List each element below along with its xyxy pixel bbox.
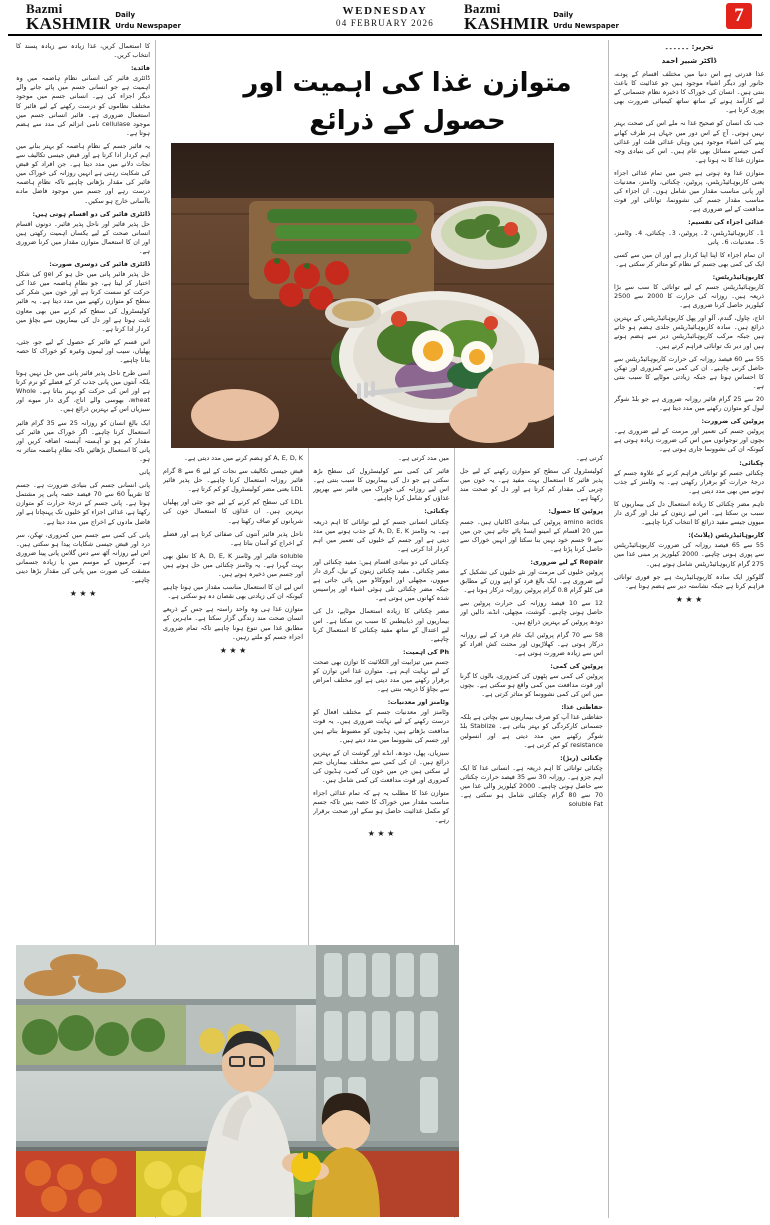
article-paragraph: پروٹین کی کمی سے پٹھوں کی کمزوری، بالوں کا گرنا اور قوت مدافعت میں کمی واقع ہو سکتی ہے۔ بچوں میں اس کی کمی نشوونما کو متاثر کرتی ہے۔ (460, 671, 603, 699)
article-column-4 (460, 454, 603, 1214)
article-column-3 (163, 454, 303, 939)
article-subheading: فائدے: (131, 64, 150, 73)
article-paragraph: سبزیاں، پھل، دودھ، انڈے اور گوشت ان کے بہترین ذرائع ہیں۔ ان کی کمی سے مختلف بیماریاں جنم لے سکتی ہیں جن میں خون کی کمی، ہڈیوں کی کمزوری اور قوت مدافعت کی کمی شامل ہیں۔ (313, 748, 449, 784)
article-subheading: پروٹین کی ضرورت: (701, 417, 764, 426)
logo-left (26, 2, 181, 32)
logo-right (464, 2, 619, 32)
article-subheading: Repair کے لیے ضروری: (530, 557, 603, 566)
article-subheading: چکنائی: (739, 458, 764, 467)
weekday-label: WEDNESDAY (342, 4, 428, 17)
article-paragraph: چکنائی انسانی جسم کے لیے توانائی کا اہم ذریعہ ہے۔ یہ وٹامنز A, D, E, K کے جذب ہونے میں مدد دیتی ہے اور جسم کے خلیوں کی تعمیر میں اہم کردار ادا کرتی ہے۔ (313, 517, 449, 553)
article-paragraph: چکنائی جسم کو توانائی فراہم کرنے کے علاوہ جسم کے درجۂ حرارت کو برقرار رکھتی ہے۔ یہ وٹامنز کے جذب ہونے میں بھی مدد دیتی ہے۔ (614, 468, 764, 495)
article-paragraph: 55 سے 65 فیصد روزانہ کی ضرورت کاربوہائیڈریٹس سے پوری ہونی چاہیے۔ 2000 کیلوریز پر مبنی غذا میں 275 گرام کاربوہائیڈریٹس شامل ہوتے ہیں۔ (614, 541, 764, 568)
father-child-grocery-photo (16, 945, 459, 1217)
article-paragraph: ان تمام اجزاء کا اپنا اپنا کردار ہے اور ان میں سے کسی ایک کی کمی بھی جسم کے نظام کو متاثر کر سکتی ہے۔ (614, 250, 764, 268)
article-paragraph: ★ ★ ★ (367, 829, 395, 839)
article-paragraph: 12 سے 10 فیصد روزانہ کی حرارت پروٹین سے حاصل ہونی چاہیے۔ گوشت، مچھلی، انڈے، دالیں اور دودھ پروٹین کے بہترین ذرائع ہیں۔ (460, 599, 603, 626)
article-headline: متوازن غذا کی اہمیت اور حصول کے ذرائع (243, 68, 572, 136)
article-paragraph: متوازن غذا وہ ہوتی ہے جس میں تمام غذائی اجزاء یعنی کاربوہائیڈریٹس، پروٹین، چکنائی، وٹامنز، معدنیات اور پانی مناسب مقدار میں شامل ہوں۔ ان اجزاء کی مناسب مقدار جسم کی نشوونما، توانائی اور قوت مدافعت کے لیے ضروری ہے۔ (614, 168, 764, 214)
article-subheading: پروٹین کی کمی: (550, 661, 603, 670)
article-paragraph: فائبر کی کمی سے کولیسٹرول کی سطح بڑھ سکتی ہے جو دل کی بیماریوں کا سبب بنتی ہے۔ اس لیے روزانہ کی خوراک میں فائبر سے بھرپور غذاؤں کو شامل کرنا چاہیے۔ (313, 467, 449, 503)
logo-right-sub1: Daily (553, 11, 574, 19)
logo-left-sub (115, 10, 181, 32)
page-number-badge: 7 (726, 3, 752, 29)
article-paragraph: 20 سے 25 گرام فائبر روزانہ ضروری ہے جو بلڈ شوگر لیول کو متوازن رکھنے میں مدد دیتا ہے۔ (614, 395, 764, 413)
logo-left-kashmir: KASHMIR (26, 14, 112, 33)
article-paragraph: تاہم مضر چکنائی کا زیادہ استعمال دل کی بیماریوں کا سبب بن سکتا ہے۔ اس لیے زیتون کے تیل اور گری دار میووں جیسے مفید ذرائع کا انتخاب کرنا چاہیے۔ (614, 499, 764, 527)
article-paragraph: 58 سے 70 گرام پروٹین ایک عام فرد کے لیے روزانہ درکار ہوتی ہے۔ کھلاڑیوں اور محنت کش افراد کو اس سے زیادہ ضرورت ہوتی ہے۔ (460, 630, 603, 657)
article-subheading: کاربوہائیڈریٹس (پلانٹ): (688, 531, 764, 540)
logo-right-sub (553, 10, 619, 32)
article-paragraph: جسم میں تیزابیت اور الکلائیت کا توازن بھی صحت کے لیے نہایت اہم ہے۔ متوازن غذا اس توازن کو برقرار رکھنے میں مدد دیتی ہے اور مختلف امراض سے بچاؤ کا ذریعہ بنتی ہے۔ (313, 657, 449, 694)
article-paragraph: ★ ★ ★ (675, 594, 703, 604)
article-paragraph: حل پذیر فائبر اور ناحل پذیر فائبر۔ دونوں اقسام انسانی صحت کے لیے یکساں اہمیت رکھتی ہیں اور ان کا استعمال متوازن مقدار میں کرنا ضروری ہے۔ (16, 219, 150, 255)
date-label: 04 FEBRUARY 2026 (336, 18, 434, 29)
article-subheading: چکنائی: (424, 507, 449, 516)
article-paragraph: چکنائی توانائی کا اہم ذریعہ ہے۔ انسانی غذا کا ایک اہم جزو ہے۔ روزانہ 30 سے 35 فیصد حرارت چکنائی سے حاصل ہونی چاہیے۔ 2000 کیلوریز والی غذا میں 70 سے 80 گرام چکنائی شامل ہو سکتی ہے۔ soluble Fat (460, 763, 603, 809)
article-paragraph: پروٹین خلیوں کی مرمت اور نئے خلیوں کی تشکیل کے لیے ضروری ہے۔ ایک بالغ فرد کو اپنے وزن کے مطابق فی کلو گرام 0.8 گرام پروٹین روزانہ درکار ہوتا ہے۔ (460, 568, 603, 595)
article-byline: ڈاکٹر شبیر احمد (661, 57, 717, 65)
article-paragraph: 1۔ کاربوہائیڈریٹس، 2۔ پروٹین، 3۔ چکنائی، 4۔ وٹامنز، 5۔ معدنیات، 6۔ پانی (614, 228, 764, 246)
article-subheading: ڈائٹری فائبر کی دو اقسام ہوتی ہیں: (32, 209, 150, 218)
article-paragraph: amino acids پروٹین کی بنیادی اکائیاں ہیں۔ جسم میں 20 اقسام کے امینو ایسڈ پائے جاتے ہیں جن میں سے 9 جسم خود نہیں بنا سکتا اور انہیں خوراک سے حاصل کرنا پڑتا ہے۔ (460, 517, 603, 553)
logo-right-kashmir: KASHMIR (464, 14, 550, 33)
grocery-photo-illustration (16, 945, 459, 1217)
article-subheading: کاربوہائیڈریٹس: (712, 272, 764, 281)
article-paragraph: حفاظتی غذا آپ کو صرف بیماریوں سے بچاتی ہے بلکہ جسمانی کارکردگی کو بہتر بناتی ہے۔ Stablize بلڈ شوگر رکھنے میں مدد دیتی ہے اور انسولین resistance کو کم کرتی ہے۔ (460, 713, 603, 749)
article-paragraph: پروٹین جسم کی تعمیر اور مرمت کے لیے ضروری ہے۔ بچوں اور نوجوانوں میں اس کی ضرورت زیادہ ہوتی ہے کیونکہ ان کی نشوونما جاری ہوتی ہے۔ (614, 427, 764, 454)
article-paragraph: A, E, D, K کو ہضم کرنے میں مدد دیتی ہے۔ (184, 454, 303, 462)
article-paragraph: کولیسٹرول کی سطح کو متوازن رکھنے کے لیے حل پذیر فائبر کا استعمال بہت مفید ہے۔ یہ خون میں چربی کی مقدار کم کرتا ہے اور دل کو صحت مند رکھتا ہے۔ (460, 467, 603, 503)
article-paragraph: پانی کی کمی سے جسم میں کمزوری، تھکن، سر درد اور قبض جیسی شکایات پیدا ہو سکتی ہیں۔ اس لیے روزانہ آٹھ سے دس گلاس پانی پینا ضروری ہے۔ گرمیوں کے موسم میں یا زیادہ جسمانی مشقت کی صورت میں پانی کی مقدار بڑھا دینی چاہیے۔ (16, 530, 150, 585)
article-paragraph: 55 سے 60 فیصد روزانہ کی حرارت کاربوہائیڈریٹس سے حاصل کرنی چاہیے۔ ان کی کمی سے کمزوری اور تھکن کا احساس ہوتا ہے جبکہ زیادتی موٹاپے کا سبب بنتی ہے۔ (614, 354, 764, 390)
article-paragraph: اس لیے ان کا استعمال مناسب مقدار میں ہونا چاہیے کیونکہ ان کی زیادتی بھی نقصان دہ ہو سکتی ہے۔ (163, 583, 303, 601)
logo-right-sub2: Urdu Newspaper (553, 21, 619, 30)
article-paragraph: چکنائی کی دو بنیادی اقسام ہیں: مفید چکنائی اور مضر چکنائی۔ مفید چکنائی زیتون کے تیل، گری دار میووں، مچھلی اور ایووکاڈو میں پائی جاتی ہے جبکہ مضر چکنائی تلی ہوئی اشیاء اور پراسیس شدہ کھانوں میں ہوتی ہے۔ (313, 557, 449, 603)
salad-bowl-vegetables-photo (171, 143, 554, 448)
logo-right-text (464, 2, 549, 32)
article-paragraph: اناج، چاول، گندم، آلو اور پھل کاربوہائیڈریٹس کے بہترین ذرائع ہیں۔ سادہ کاربوہائیڈریٹس جلدی ہضم ہو جاتے ہیں جبکہ مرکب کاربوہائیڈریٹس دیر سے ہضم ہوتے ہیں اور دیر تک توانائی فراہم کرتے ہیں۔ (614, 314, 764, 350)
article-paragraph: کاربوہائیڈریٹس جسم کے لیے توانائی کا سب سے بڑا ذریعہ ہیں۔ روزانہ کی حرارت کا 2000 سے 2500 کیلوریز حاصل کرنا ضروری ہے۔ (614, 282, 764, 310)
date-block (336, 5, 434, 30)
article-subheading: چکنائی (ربڑ): (560, 753, 603, 762)
article-paragraph: یہ فائبر جسم کے نظامِ ہاضمہ کو بہتر بنانے میں اہم کردار ادا کرتا ہے اور قبض جیسی تکالیف سے نجات دلانے میں مدد دیتا ہے۔ جن افراد کو قبض کی شکایت رہتی ہے انہیں روزانہ کی خوراک میں فائبر کی مقدار بڑھانی چاہیے تاکہ نظامِ ہاضمہ درست رہے اور جسم میں موجود فاضل مادے باآسانی خارج ہو سکیں۔ (16, 141, 150, 205)
article-paragraph: ★ ★ ★ (219, 645, 247, 655)
article-paragraph: جب تک انسان کو صحیح غذا نہ ملے اس کی صحت بہتر نہیں ہوتی۔ آج کے اس دور میں جہاں ہر طرف کھانے پینے کی اشیاء موجود ہیں وہاں غذائی قلت اور غذائی کمی جیسے مسائل بھی عام ہیں۔ اس کی بنیادی وجہ متوازن غذا کا نہ ہونا ہے۔ (614, 119, 764, 164)
article-subheading: حفاظتی غذا: (561, 703, 603, 712)
article-paragraph: ایک بالغ انسان کو روزانہ 25 سے 35 گرام فائبر استعمال کرنا چاہیے۔ اگر خوراک میں فائبر کی مقدار کم ہو تو آہستہ آہستہ اضافہ کریں اور پانی کا استعمال بڑھائیں تاکہ نظامِ ہاضمہ متاثر نہ ہو۔ (16, 418, 150, 463)
article-paragraph: LDL کی سطح کم کرنے کے لیے جو، جئی اور پھلیاں بہترین ہیں۔ ان غذاؤں کا استعمال خون کی شریانوں کو صاف رکھتا ہے۔ (163, 498, 303, 525)
logo-left-sub2: Urdu Newspaper (115, 21, 181, 30)
article-paragraph: غذا قدرتی ہے اس دنیا میں مختلف اقسام کے پودے، جانور اور دیگر اشیاء موجود ہیں جو غذائیت کا باعث بنتی ہیں۔ انسان کی خوراک کا ذخیرہ نظام جسمانی کے لیے کارآمد ہونے کے ساتھ ساتھ کیمیائی ضرورت بھی پوری کرتا ہے۔ (614, 70, 764, 115)
page-content (8, 40, 762, 1218)
article-byline: تحریر: ۔۔۔۔۔۔ (664, 43, 714, 51)
article-paragraph: متوازن غذا کا مطلب یہ ہے کہ تمام غذائی اجزاء مناسب مقدار میں خوراک کا حصہ بنیں تاکہ جسم کو مکمل غذائیت حاصل ہو سکے اور صحت برقرار رہے۔ (313, 789, 449, 825)
article-paragraph: متوازن غذا ہی وہ واحد راستہ ہے جس کے ذریعے انسان صحت مند زندگی گزار سکتا ہے۔ ماہرین کے مطابق غذا میں تنوع ہونا چاہیے تاکہ تمام ضروری اجزاء جسم کو ملتے رہیں۔ (163, 605, 303, 641)
logo-left-bazmi: Bazmi (26, 1, 63, 16)
article-column-2 (313, 454, 449, 939)
article-paragraph: پانی انسانی جسم کی بنیادی ضرورت ہے۔ جسم کا تقریباً 60 سے 70 فیصد حصہ پانی پر مشتمل ہوتا ہے۔ پانی جسم کے درجۂ حرارت کو متوازن رکھتا ہے، غذائی اجزاء کو خلیوں تک پہنچاتا ہے اور فاضل مادوں کے اخراج میں مدد دیتا ہے۔ (16, 481, 150, 526)
article-subheading: ڈائٹری فائبر کی دوسری صورت: (49, 260, 150, 269)
article-subheading: وٹامنز اور معدنیات: (387, 698, 449, 707)
food-photo-illustration (171, 143, 554, 448)
masthead (8, 0, 762, 36)
article-paragraph: وٹامنز اور معدنیات جسم کے مختلف افعال کو درست رکھنے کے لیے نہایت ضروری ہیں۔ یہ قوت مدافعت بڑھاتے ہیں، ہڈیوں کو مضبوط بناتے ہیں اور جسم کی نشوونما میں مدد دیتے ہیں۔ (313, 708, 449, 744)
article-paragraph: گلوکوز ایک سادہ کاربوہائیڈریٹ ہے جو فوری توانائی فراہم کرتا ہے جبکہ نشاستہ دیر سے ہضم ہوتا ہے۔ (614, 572, 764, 590)
article-paragraph: soluble فائبر اور وٹامنز A, D, E, K کا تعلق بھی بہت گہرا ہے۔ یہ وٹامنز چکنائی میں حل ہوتے ہیں اور جسم میں ذخیرہ ہوتے ہیں۔ (163, 551, 303, 579)
column-rule-4 (608, 40, 609, 1218)
article-subheading: غذائی اجزاء کی تقسیم: (688, 218, 764, 227)
logo-right-bazmi: Bazmi (464, 1, 501, 16)
article-paragraph: حل پذیر فائبر پانی میں حل ہو کر gel کی شکل اختیار کر لیتا ہے، جو نظامِ ہاضمہ میں غذا کی حرکت کو سست کرتا ہے اور خون میں شکر کی سطح کو متوازن رکھنے میں مدد دیتا ہے۔ یہ فائبر کولیسٹرول کی سطح کم کرنے میں بھی معاون ثابت ہوتا ہے اور دل کی بیماریوں سے بچاؤ میں کردار ادا کرتا ہے۔ (16, 270, 150, 333)
article-column-5 (614, 42, 764, 1214)
article-paragraph: اس قسم کے فائبر کے حصول کے لیے جو، جئی، پھلیاں، سیب اور لیموں وغیرہ کو خوراک کا حصہ بنانا چاہیے۔ (16, 337, 150, 364)
logo-left-text (26, 2, 111, 32)
article-paragraph: ★ ★ ★ (69, 589, 97, 599)
article-subheading: Ph کی اہمیت: (402, 647, 449, 656)
article-paragraph: کرتی ہے۔ (576, 454, 603, 462)
article-column-1 (16, 42, 150, 942)
article-paragraph: کا استعمال کریں، غذا زیادہ سے زیادہ پسند کا انتخاب کریں۔ (16, 42, 150, 60)
article-paragraph: میں مدد کرتی ہے۔ (398, 454, 449, 462)
article-paragraph: پانی (139, 468, 150, 477)
article-paragraph: ناحل پذیر فائبر آنتوں کی صفائی کرتا ہے اور فضلے کے اخراج کو آسان بناتا ہے۔ (163, 529, 303, 547)
article-paragraph: قبض جیسی تکالیف سے نجات کے لیے 6 سے 8 گرام فائبر روزانہ استعمال کرنا چاہیے۔ حل پذیر فائبر LDL یعنی مضر کولیسٹرول کو کم کرتا ہے۔ (163, 467, 303, 494)
article-paragraph: مضر چکنائی کا زیادہ استعمال موٹاپے، دل کی بیماریوں اور ذیابیطس کا سبب بن سکتا ہے۔ اس لیے اعتدال کے ساتھ مفید چکنائی کا استعمال کرنا چاہیے۔ (313, 607, 449, 643)
article-paragraph: ڈائٹری فائبر کی انسانی نظامِ ہاضمہ میں وہ اہمیت ہے جو انسانی جسم میں پائے جانے والے دیگر اجزاء کی ہے۔ انسانی جسم میں موجود مختلف نظاموں کو درست رکھنے کے لیے فائبر کا استعمال ضروری ہے۔ فائبر انسانی جسم میں موجود cellulase نامی انزائم کی مدد سے ہضم ہوتا ہے۔ (16, 74, 150, 137)
logo-left-sub1: Daily (115, 11, 136, 19)
article-subheading: پروٹین کا حصول: (548, 507, 603, 516)
article-paragraph: اسی طرح ناحل پذیر فائبر پانی میں حل نہیں ہوتا بلکہ آنتوں میں پانی جذب کر کے فضلے کو نرم کرتا ہے اور اس کی حرکت کو بہتر بناتا ہے۔ Whole wheat، بھوسی والے اناج، گری دار میوے اور سبزیاں اس کے بہترین ذرائع ہیں۔ (16, 369, 150, 414)
